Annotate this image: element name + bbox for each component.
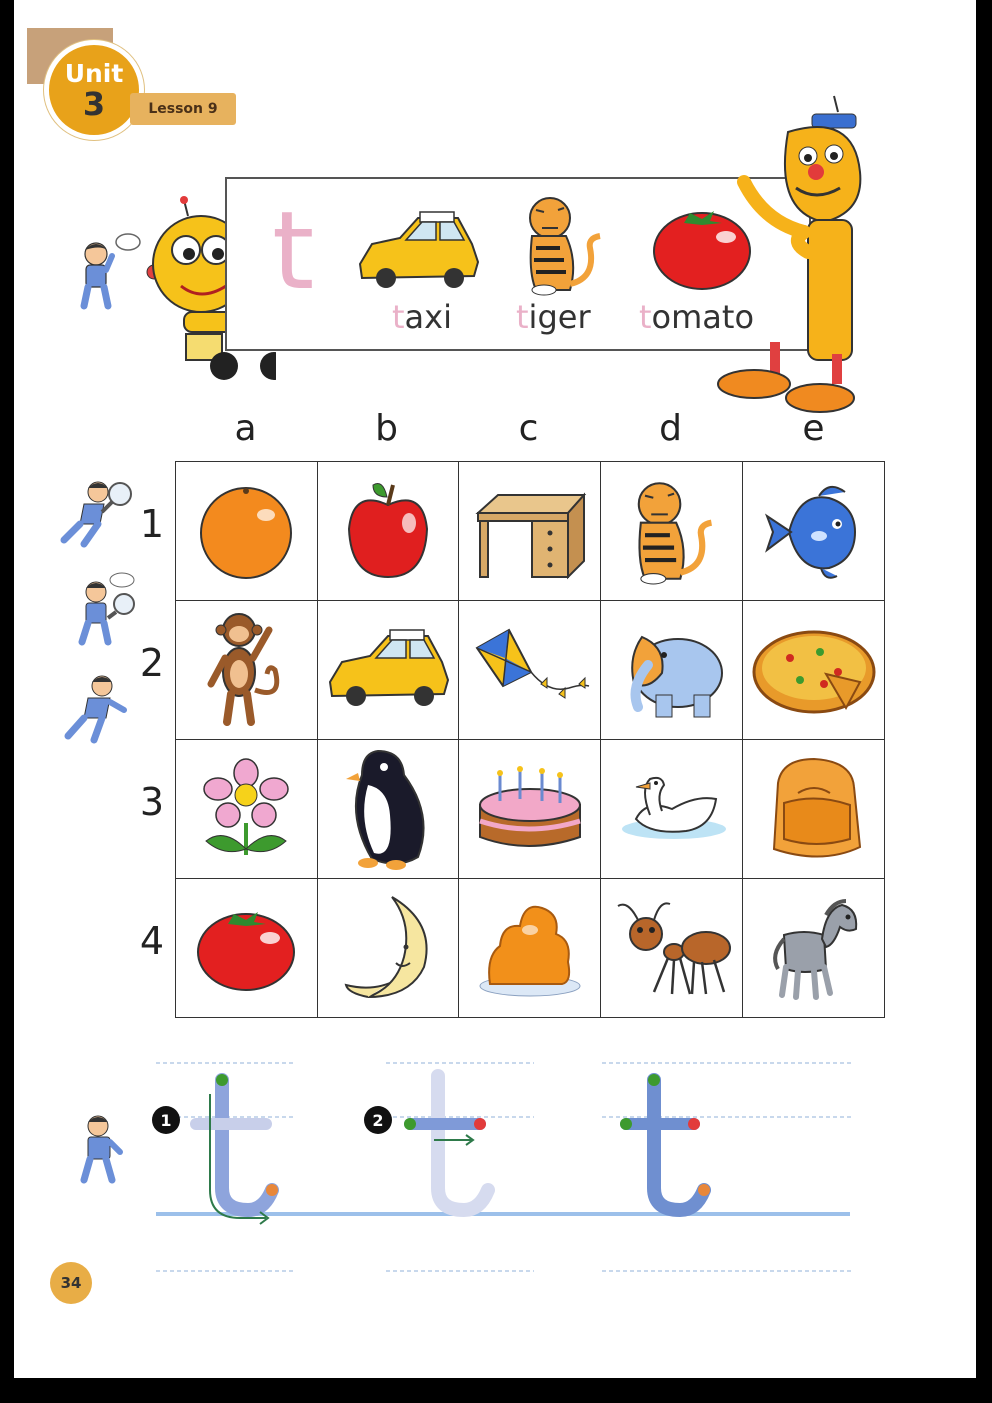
unit-label: Unit xyxy=(64,59,124,88)
unit-number: 3 xyxy=(82,85,106,123)
cell-2c xyxy=(459,601,601,740)
cake-icon xyxy=(472,761,588,857)
orange-robot-icon xyxy=(704,92,874,422)
row-label-1: 1 xyxy=(139,502,165,546)
cell-1a xyxy=(176,462,318,601)
cell-4a xyxy=(176,879,318,1018)
horse-icon xyxy=(764,895,864,1001)
column-label-c: c xyxy=(518,408,539,449)
row-label-2: 2 xyxy=(139,641,165,685)
column-label-e: e xyxy=(802,408,825,449)
row-label-4: 4 xyxy=(139,919,165,963)
cell-4e xyxy=(743,879,885,1018)
cell-4c xyxy=(459,879,601,1018)
boy-listening-icon xyxy=(72,232,144,312)
cell-1d xyxy=(601,462,743,601)
boy-magnifier-speaking-icon xyxy=(64,572,140,646)
cell-2e xyxy=(743,601,885,740)
cell-4d xyxy=(601,879,743,1018)
featured-letter: t xyxy=(272,189,315,314)
jelly-icon xyxy=(472,896,588,1000)
column-label-b: b xyxy=(375,408,398,449)
taxi-icon xyxy=(324,628,452,712)
banner-word-tiger: tiger xyxy=(516,298,591,336)
penguin-icon xyxy=(338,745,438,873)
cell-4b xyxy=(317,879,459,1018)
grid-row-4 xyxy=(176,879,885,1018)
flower-icon xyxy=(198,757,294,861)
orange-icon xyxy=(196,481,296,581)
row-label-3: 3 xyxy=(139,780,165,824)
cell-2b xyxy=(317,601,459,740)
cell-1c xyxy=(459,462,601,601)
kite-icon xyxy=(465,624,595,716)
ant-icon xyxy=(610,896,734,1000)
banner-word-tomato: tomato xyxy=(639,298,755,336)
tomato-icon xyxy=(194,904,298,992)
desk-icon xyxy=(472,481,588,581)
moon-icon xyxy=(340,893,436,1003)
bag-icon xyxy=(762,753,866,865)
cell-2d xyxy=(601,601,743,740)
tiger-icon xyxy=(622,477,722,585)
lesson-label: Lesson 9 xyxy=(130,93,236,125)
page-number: 34 xyxy=(50,1262,92,1304)
grid-row-3 xyxy=(176,740,885,879)
column-label-d: d xyxy=(659,408,682,449)
cell-1b xyxy=(317,462,459,601)
cell-3d xyxy=(601,740,743,879)
pizza-icon xyxy=(750,622,878,718)
cell-3b xyxy=(317,740,459,879)
grid-row-2 xyxy=(176,601,885,740)
fish-icon xyxy=(759,476,869,586)
elephant-icon xyxy=(612,617,732,723)
workbook-page xyxy=(14,0,976,1378)
taxi-icon xyxy=(354,210,482,294)
tracing-area xyxy=(14,1040,976,1290)
banner-word-taxi: taxi xyxy=(392,298,452,336)
step-number-1: 1 xyxy=(160,1111,172,1130)
duck-icon xyxy=(616,769,728,849)
cell-2a xyxy=(176,601,318,740)
cell-1e xyxy=(743,462,885,601)
tiger-icon xyxy=(514,192,610,296)
unit-badge xyxy=(44,40,144,140)
cell-3c xyxy=(459,740,601,879)
cell-3a xyxy=(176,740,318,879)
apple-icon xyxy=(343,479,433,583)
cell-3e xyxy=(743,740,885,879)
boy-magnifier-icon xyxy=(54,474,136,548)
column-label-a: a xyxy=(234,408,257,449)
boy-writing-icon xyxy=(72,1112,128,1184)
grid-row-1 xyxy=(176,462,885,601)
picture-grid xyxy=(175,461,885,1018)
boy-pointing-icon xyxy=(58,670,134,744)
step-number-2: 2 xyxy=(372,1111,384,1130)
monkey-icon xyxy=(203,610,289,730)
